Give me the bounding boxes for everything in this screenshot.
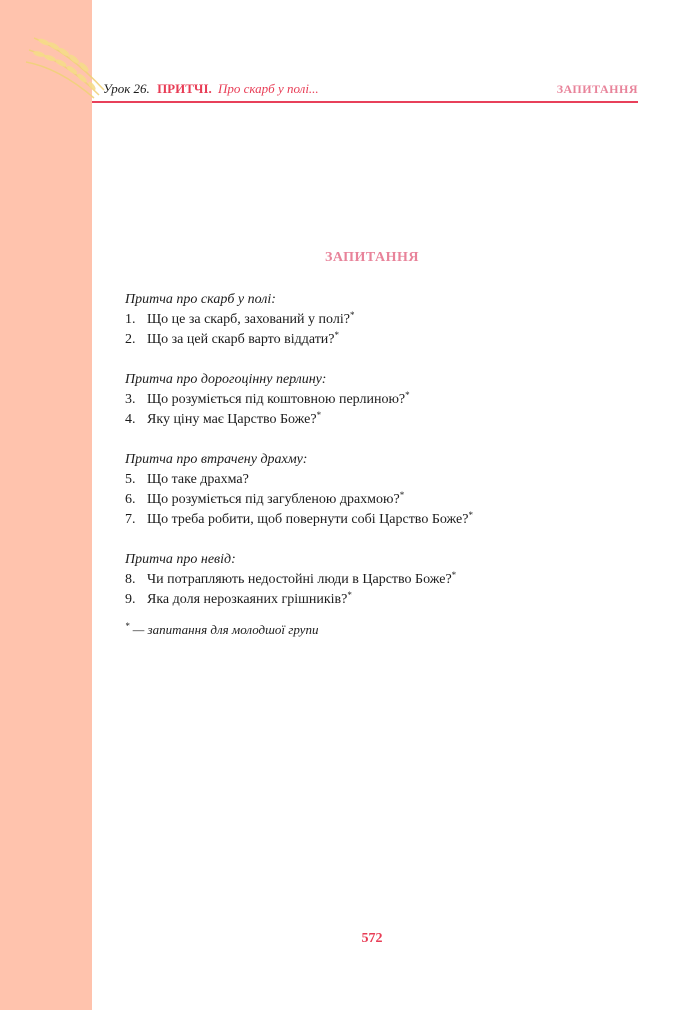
question-text: Яка доля нерозкаяних грішників? xyxy=(147,592,348,607)
question-group xyxy=(125,370,645,430)
question-number: 6. xyxy=(125,492,136,507)
question-text: Що треба робити, щоб повернути собі Царство Боже? xyxy=(147,512,469,527)
header-breadcrumb xyxy=(103,81,319,97)
wheat-decoration-icon xyxy=(24,30,114,100)
question-text: Що розуміється під загубленою драхмою? xyxy=(147,492,400,507)
question-item xyxy=(125,510,645,530)
question-mark: * xyxy=(468,510,473,520)
question-mark: * xyxy=(405,390,410,400)
question-item xyxy=(125,470,645,490)
question-text: Що це за скарб, захований у полі? xyxy=(147,312,350,327)
question-mark: * xyxy=(399,490,405,500)
question-number: 8. xyxy=(125,572,136,587)
running-header xyxy=(103,80,638,102)
question-number: 2. xyxy=(125,332,136,347)
question-text: Що за цей скарб варто віддати? xyxy=(147,332,335,347)
question-number: 5. xyxy=(125,472,136,487)
question-mark: * xyxy=(347,590,352,600)
footnote-mark: * xyxy=(125,621,130,631)
question-mark: * xyxy=(349,310,355,320)
header-subtopic: Про скарб у полі... xyxy=(218,81,319,96)
question-group xyxy=(125,550,645,610)
header-lesson: Урок 26. xyxy=(103,81,150,96)
group-title: Притча про невід: xyxy=(125,552,236,567)
question-text: Що таке драхма? xyxy=(147,472,249,487)
question-mark: * xyxy=(316,410,322,420)
question-text: Яку ціну має Царство Боже? xyxy=(147,412,317,427)
side-strip xyxy=(0,0,92,1010)
question-number: 1. xyxy=(125,312,136,327)
question-item xyxy=(125,390,645,410)
question-item xyxy=(125,410,645,430)
question-number: 7. xyxy=(125,512,136,527)
question-group xyxy=(125,290,645,350)
header-divider xyxy=(92,101,638,103)
footnote-text: — запитання для молодшої групи xyxy=(129,622,319,637)
group-title: Притча про втрачену драхму: xyxy=(125,452,308,467)
header-section: ЗАПИТАННЯ xyxy=(556,82,638,96)
question-group xyxy=(125,450,645,530)
question-list xyxy=(125,290,645,630)
group-title: Притча про дорогоцінну перлину: xyxy=(125,372,327,387)
page-number: 572 xyxy=(361,931,383,946)
question-item xyxy=(125,490,645,510)
question-item xyxy=(125,330,645,350)
page-title: ЗАПИТАННЯ xyxy=(324,250,420,265)
question-item xyxy=(125,310,645,330)
question-text: Що розуміється під коштовною перлиною? xyxy=(147,392,406,407)
question-number: 4. xyxy=(125,412,136,427)
question-mark: * xyxy=(451,570,457,580)
question-number: 3. xyxy=(125,392,136,407)
question-item xyxy=(125,590,645,610)
question-text: Чи потрапляють недостойні люди в Царство Боже? xyxy=(147,572,452,587)
question-number: 9. xyxy=(125,592,136,607)
group-title: Притча про скарб у полі: xyxy=(125,292,276,307)
footnote xyxy=(125,622,318,638)
question-mark: * xyxy=(334,330,340,340)
header-topic: ПРИТЧІ. xyxy=(157,81,212,96)
question-item xyxy=(125,570,645,590)
